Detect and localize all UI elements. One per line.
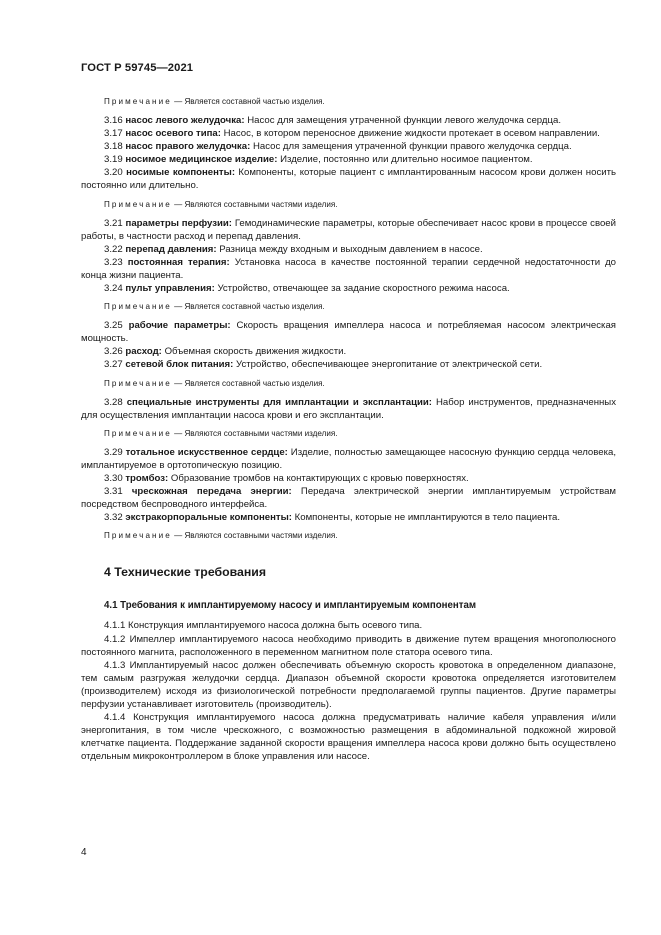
clause-number: 3.31 [104,485,123,497]
definition-text: Компоненты, которые пациент с имплантированным насосом крови должен носить постоянно или длительно. [81,167,616,192]
defined-term: носимые компоненты: [126,167,236,179]
clause-number: 3.27 [104,359,123,371]
note-paragraph [81,378,616,389]
note-dash: — [174,428,183,438]
definition-paragraph [81,140,616,153]
definition-text: Насос для замещения утраченной функции левого желудочка сердца. [247,115,562,126]
note-label: Примечание [104,199,172,209]
note-dash: — [174,531,183,541]
definition-text: Изделие, полностью замещающее насосную функцию сердца человека, имплантируемое в ортотопическую позицию. [81,446,617,471]
note-text: Являются составными частями изделия. [184,199,338,209]
clause-number: 3.23 [104,256,123,268]
clause-number: 3.28 [104,396,123,408]
defined-term: специальные инструменты для имплантации и эксплантации: [126,396,432,408]
note-paragraph [81,199,616,210]
note-dash: — [174,97,183,106]
clause-number: 3.24 [104,283,123,295]
requirement-paragraph [81,619,616,632]
definition-paragraph [81,127,616,140]
defined-term: насос осевого типа: [125,128,221,140]
defined-term: насос правого желудочка: [125,141,251,153]
clause-number: 3.19 [104,154,123,166]
definition-paragraph [81,511,616,524]
definition-paragraph [81,319,616,345]
definition-paragraph [81,472,616,485]
defined-term: тотальное искусственное сердце: [125,446,288,458]
defined-term: параметры перфузии: [125,217,232,229]
defined-term: насос левого желудочка: [125,115,245,126]
note-label: Примечание [104,302,172,312]
definition-text: Образование тромбов на контактирующих с кровью поверхностях. [170,472,469,484]
definition-text: Скорость вращения импеллера насоса и потребляемая насосом электрическая мощность. [81,320,616,345]
definition-paragraph [81,217,616,243]
note-text: Являются составными частями изделия. [184,428,338,438]
page-number: 4 [81,847,87,858]
definition-paragraph [81,446,616,472]
document-code-header: ГОСТ Р 59745—2021 [81,62,194,74]
clause-number: 3.22 [104,243,123,255]
defined-term: чрескожная передача энергии: [131,485,292,497]
requirement-paragraph [81,633,616,659]
clause-number: 3.30 [104,472,123,484]
defined-term: рабочие параметры: [128,320,231,332]
defined-term: перепад давления: [125,243,217,255]
clause-number: 3.25 [104,320,123,332]
definition-paragraph [81,114,616,127]
note-label: Примечание [104,97,172,106]
defined-term: расход: [125,346,162,358]
section-heading: 4 Технические требования [104,565,266,580]
definition-text: Устройство, отвечающее за задание скоростного режима насоса. [217,283,510,295]
requirement-paragraph [81,711,616,763]
definition-paragraph [81,485,616,511]
note-paragraph [81,428,616,439]
clause-number: 3.32 [104,512,123,524]
definition-text: Насос для замещения утраченной функции правого желудочка сердца. [252,141,572,153]
definition-paragraph [81,166,616,192]
clause-number: 3.29 [104,446,123,458]
note-dash: — [174,302,183,312]
clause-number: 3.17 [104,128,123,140]
defined-term: пульт управления: [125,283,215,295]
note-dash: — [174,199,183,209]
defined-term: постоянная терапия: [127,256,230,268]
clause-number: 3.16 [104,115,123,126]
definition-paragraph [81,256,616,282]
note-text: Является составной частью изделия. [184,97,325,106]
requirement-text: Имплантируемый насос должен обеспечивать объемную скорость кровотока в определенном диапазоне, тем самым разгружая желудочки сердца. Диапазон объемной скорости кровотока определяется изготовителем (производителем) исходя из физиологической потребности предполагаемой группы пациентов. Другие параметры перфузии устанавливает изготовитель (производитель). [81,659,616,710]
clause-number: 4.1.2 [104,633,126,645]
note-label: Примечание [104,531,172,541]
clause-number: 4.1.1 [104,620,126,632]
definition-paragraph [81,243,616,256]
definition-text: Насос, в котором переносное движение жидкости протекает в осевом направлении. [223,128,600,140]
definition-text: Компоненты, которые не имплантируются в тело пациента. [294,512,560,524]
definition-text: Объемная скорость движения жидкости. [164,346,347,358]
definition-text: Устройство, обеспечивающее энергопитание от электрической сети. [236,359,543,371]
definition-text: Изделие, постоянно или длительно носимое пациентом. [280,154,533,166]
subsection-heading: 4.1 Требования к имплантируемому насосу и имплантируемым компонентам [104,600,477,612]
note-text: Являются составными частями изделия. [184,531,338,541]
definition-text: Передача электрической энергии имплантируемым устройствам посредством беспроводного интерфейса. [81,485,616,511]
definition-text: Набор инструментов, предназначенных для осуществления имплантации насоса крови и его эксплантации. [81,396,617,421]
definition-text: Гемодинамические параметры, которые обеспечивает насос крови в процессе своей работы, в частности расход и перепад давления. [81,217,617,242]
defined-term: носимое медицинское изделие: [125,154,278,166]
definition-paragraph [81,153,616,166]
requirement-text: Конструкция имплантируемого насоса должна предусматривать наличие кабеля управления и/или энергопитания, в том числе чрескожного, с возможностью размещения в абдоминальной подкожной жировой клетчатке пациента. Поддержание заданной скорости вращения импеллера насоса крови должно быть осуществлено отдельным микроконтроллером в блоке управления или насосе. [81,712,616,763]
note-dash: — [174,378,183,388]
definition-text: Разница между входным и выходным давлением в насосе. [219,243,483,255]
note-text: Является составной частью изделия. [184,302,325,312]
definition-paragraph [81,345,616,358]
note-label: Примечание [104,428,172,438]
clause-number: 3.26 [104,346,123,358]
defined-term: сетевой блок питания: [125,359,234,371]
clause-number: 4.1.3 [104,659,126,671]
requirement-text: Конструкция имплантируемого насоса должна быть осевого типа. [128,620,423,632]
document-body [81,90,616,763]
definition-paragraph [81,358,616,371]
note-label: Примечание [104,378,172,388]
clause-number: 3.20 [104,167,123,179]
definition-paragraph [81,396,616,422]
requirement-paragraph [81,659,616,711]
definition-text: Установка насоса в качестве постоянной терапии сердечной недостаточности до конца жизни пациента. [81,256,617,281]
defined-term: экстракорпоральные компоненты: [125,512,292,524]
note-text: Является составной частью изделия. [184,378,325,388]
clause-number: 3.18 [104,141,123,153]
note-paragraph [81,530,616,541]
note-paragraph [81,301,616,312]
clause-number: 3.21 [104,217,123,229]
note-paragraph [81,96,616,107]
defined-term: тромбоз: [125,472,169,484]
clause-number: 4.1.4 [104,712,126,724]
definition-paragraph [81,282,616,295]
requirement-text: Импеллер имплантируемого насоса необходимо приводить в движение путем вращения многополюсного постоянного магнита, расположенного в переменном магнитном поле статора осевого типа. [81,633,617,658]
